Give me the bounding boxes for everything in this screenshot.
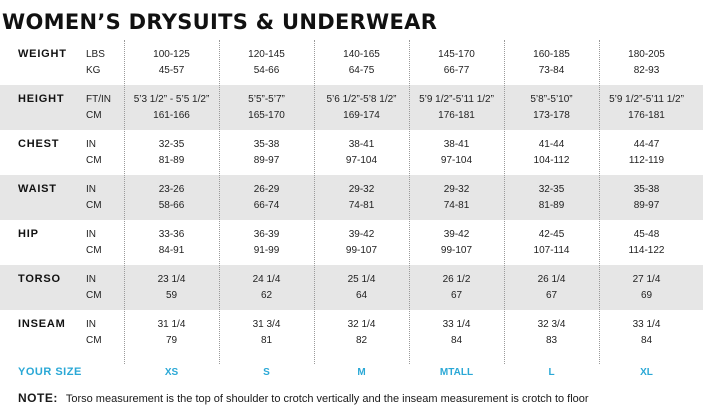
value-text: 67 [450,289,463,301]
row-label: HEIGHT [18,93,65,105]
value-text: 165-170 [248,109,285,121]
unit-label: KG [86,64,101,76]
value-cell [504,92,599,124]
unit-label: CM [86,244,102,256]
unit-label: IN [86,228,96,240]
value-text: 5’6 1/2”-5’8 1/2” [326,93,397,105]
value-text: 32-35 [538,183,565,195]
row-label: WAIST [18,183,57,195]
value-text: 59 [165,289,178,301]
value-text: 180-205 [628,48,665,60]
unit-label: CM [86,109,102,121]
your-size-row [0,355,703,389]
value-cell [409,47,504,79]
value-text: 114-122 [628,244,665,256]
row-units [86,92,124,124]
value-text: 84-91 [158,244,185,256]
value-cell [219,137,314,169]
row-units [86,272,124,304]
value-text: 176-181 [438,109,475,121]
row-label: INSEAM [18,318,66,330]
value-cell [409,317,504,349]
size-name: MTALL [439,366,474,378]
unit-label: IN [86,318,96,330]
value-cell [599,317,694,349]
value-text: 33-36 [158,228,185,240]
value-text: 100-125 [153,48,190,60]
value-text: 82 [355,334,368,346]
value-text: 97-104 [345,154,378,166]
value-text: 81 [260,334,273,346]
value-cell [314,137,409,169]
row-height [0,85,703,130]
value-text: 91-99 [253,244,280,256]
unit-label: IN [86,273,96,285]
value-text: 45-57 [158,64,185,76]
value-cell [219,182,314,214]
value-text: 161-166 [153,109,190,121]
value-text: 33 1/4 [442,318,471,330]
value-cell [314,182,409,214]
value-cell [409,227,504,259]
value-text: 23-26 [158,183,185,195]
value-text: 74-81 [443,199,470,211]
value-text: 36-39 [253,228,280,240]
row-units [86,47,124,79]
value-text: 39-42 [348,228,375,240]
value-text: 89-97 [253,154,280,166]
value-text: 73-84 [538,64,565,76]
value-cell [219,272,314,304]
value-text: 66-77 [443,64,470,76]
value-text: 107-114 [533,244,570,256]
value-text: 29-32 [443,183,470,195]
value-cell [409,182,504,214]
value-cell [599,47,694,79]
value-cell [599,137,694,169]
value-text: 38-41 [443,138,470,150]
value-text: 31 1/4 [157,318,186,330]
value-text: 81-89 [158,154,185,166]
value-cell [219,47,314,79]
row-weight [0,40,703,85]
value-text: 99-107 [440,244,473,256]
value-cell [504,182,599,214]
value-text: 84 [640,334,653,346]
value-cell [124,272,219,304]
row-waist [0,175,703,220]
row-units [86,182,124,214]
value-cell [599,227,694,259]
value-text: 120-145 [248,48,285,60]
value-cell [314,272,409,304]
value-text: 74-81 [348,199,375,211]
value-cell [409,272,504,304]
value-text: 160-185 [533,48,570,60]
value-text: 83 [545,334,558,346]
value-text: 69 [640,289,653,301]
value-text: 5’8”-5’10” [530,93,573,105]
value-cell [124,317,219,349]
value-text: 38-41 [348,138,375,150]
value-cell [124,92,219,124]
value-text: 173-178 [533,109,570,121]
page-title: WOMEN’S DRYSUITS & UNDERWEAR [2,10,438,34]
row-hip [0,220,703,265]
row-inseam [0,310,703,355]
value-text: 32 1/4 [347,318,376,330]
value-cell [504,137,599,169]
value-text: 176-181 [628,109,665,121]
row-units [86,317,124,349]
value-cell [314,47,409,79]
unit-label: LBS [86,48,105,60]
value-cell [409,137,504,169]
value-cell [599,182,694,214]
value-cell [314,317,409,349]
value-text: 79 [165,334,178,346]
value-text: 5’9 1/2”-5’11 1/2” [419,93,494,105]
value-text: 104-112 [533,154,570,166]
size-name: L [548,366,555,378]
value-text: 81-89 [538,199,565,211]
value-cell [314,92,409,124]
value-text: 64 [355,289,368,301]
value-text: 66-74 [253,199,280,211]
value-text: 5’3 1/2” - 5’5 1/2” [133,93,210,105]
row-torso [0,265,703,310]
value-cell [124,137,219,169]
value-text: 54-66 [253,64,280,76]
unit-label: CM [86,334,102,346]
value-cell [219,227,314,259]
value-text: 24 1/4 [252,273,281,285]
value-cell [504,272,599,304]
value-text: 64-75 [348,64,375,76]
value-cell [409,92,504,124]
value-text: 25 1/4 [347,273,376,285]
row-units [86,137,124,169]
size-name: S [263,366,270,378]
value-text: 58-66 [158,199,185,211]
value-text: 35-38 [633,183,660,195]
value-text: 26 1/4 [537,273,566,285]
value-text: 140-165 [343,48,380,60]
value-cell [599,92,694,124]
value-cell [124,227,219,259]
unit-label: CM [86,199,102,211]
value-cell [599,272,694,304]
row-units [86,227,124,259]
value-text: 26 1/2 [442,273,471,285]
row-chest [0,130,703,175]
row-label: HIP [18,228,39,240]
value-cell [504,317,599,349]
value-text: 29-32 [348,183,375,195]
unit-label: IN [86,138,96,150]
value-text: 89-97 [633,199,660,211]
value-text: 67 [545,289,558,301]
value-text: 5’9 1/2”-5’11 1/2” [609,93,684,105]
your-size-label: YOUR SIZE [18,366,82,378]
value-text: 33 1/4 [632,318,661,330]
note-text: Torso measurement is the top of shoulder to crotch vertically and the inseam measurement is crotch to floor [65,393,589,405]
size-chart-table [0,40,703,389]
value-text: 169-174 [343,109,380,121]
unit-label: IN [86,183,96,195]
value-cell [219,92,314,124]
value-cell [314,227,409,259]
value-cell [124,47,219,79]
value-text: 97-104 [440,154,473,166]
value-text: 26-29 [253,183,280,195]
value-text: 32 3/4 [537,318,566,330]
value-cell [504,47,599,79]
value-text: 84 [450,334,463,346]
size-name: XS [164,366,179,378]
unit-label: CM [86,154,102,166]
value-text: 35-38 [253,138,280,150]
value-text: 112-119 [628,154,665,166]
value-cell [504,227,599,259]
value-text: 99-107 [345,244,378,256]
size-name: XL [640,366,653,378]
unit-label: CM [86,289,102,301]
value-text: 145-170 [438,48,475,60]
size-name: M [357,366,366,378]
row-label: WEIGHT [18,48,67,60]
row-label: CHEST [18,138,60,150]
note-label: NOTE: [18,391,58,405]
unit-label: FT/IN [86,93,111,105]
value-text: 44-47 [633,138,660,150]
value-text: 41-44 [538,138,565,150]
value-text: 62 [260,289,273,301]
value-text: 42-45 [538,228,565,240]
value-text: 39-42 [443,228,470,240]
value-cell [124,182,219,214]
value-text: 27 1/4 [632,273,661,285]
note [18,391,589,405]
value-text: 45-48 [633,228,660,240]
value-text: 31 3/4 [252,318,281,330]
value-text: 32-35 [158,138,185,150]
row-label: TORSO [18,273,61,285]
value-text: 82-93 [633,64,660,76]
value-text: 5’5”-5’7” [248,93,285,105]
value-text: 23 1/4 [157,273,186,285]
value-cell [219,317,314,349]
